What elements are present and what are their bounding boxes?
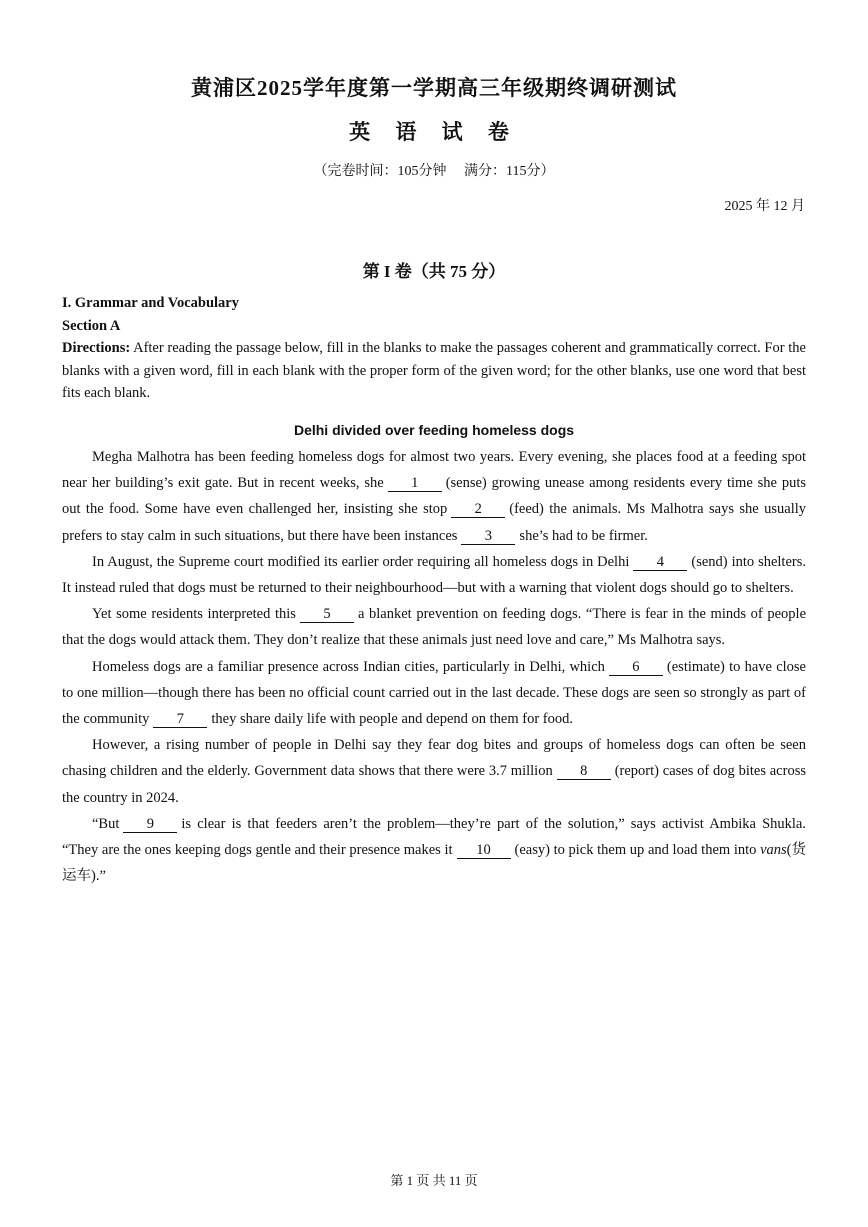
text: (report) cases of dog bites across the country in 2024. bbox=[62, 763, 806, 806]
paragraph-6 bbox=[62, 811, 806, 890]
blank-4: 4 bbox=[633, 554, 687, 571]
part-heading: I. Grammar and Vocabulary bbox=[62, 295, 239, 311]
paragraph-3 bbox=[62, 601, 806, 653]
text: they share daily life with people and depend on them for food. bbox=[211, 711, 573, 728]
text: a blanket prevention on feeding dogs. “There is fear in the minds of people that the dogs would attack them. They don’t realize that these animals just need love and care,” Ms Malhotra says. bbox=[62, 606, 807, 649]
text: (send) into shelters. It instead ruled that dogs must be returned to their neighbourhood—but with a warning that violent dogs should go to shelters. bbox=[62, 553, 806, 597]
blank-7: 7 bbox=[153, 711, 207, 728]
exam-subtitle: 英 语 试 卷 bbox=[349, 120, 519, 144]
text: Megha Malhotra has been feeding homeless dogs for almost two years. Every evening, she places food at a feeding spot near her building’s exit gate. But in recent weeks, she bbox=[62, 449, 806, 492]
exam-date: 2025 年 12 月 bbox=[724, 199, 805, 214]
blank-1: 1 bbox=[388, 475, 442, 492]
blank-5: 5 bbox=[300, 606, 354, 623]
text: “But bbox=[92, 815, 120, 832]
blank-8: 8 bbox=[557, 763, 611, 780]
directions-text: After reading the passage below, fill in the blanks to make the passages coherent and grammatically correct. For the blanks with a given word, fill in each blank with the proper form of the given word; for the other blanks, use one word that best fits each blank. bbox=[62, 340, 806, 401]
paragraph-5 bbox=[62, 732, 806, 811]
text: Yet some residents interpreted this bbox=[92, 606, 296, 623]
passage-title: Delhi divided over feeding homeless dogs bbox=[293, 421, 575, 438]
text: (estimate) to have close to one million—though there has been no official count carried out in the last decade. These dogs are seen so strongly as part of the community bbox=[62, 658, 806, 728]
exam-timing: （完卷时间：105分钟 满分：115分） bbox=[313, 164, 555, 179]
blank-9: 9 bbox=[123, 816, 177, 833]
volume-heading: 第 I 卷（共 75 分） bbox=[362, 262, 506, 281]
paragraph-4 bbox=[62, 654, 806, 733]
vans-word: vans bbox=[760, 842, 787, 859]
text: (feed) the animals. Ms Malhotra says she usually prefers to stay calm in such situations, but there have been instances bbox=[62, 501, 807, 544]
page-footer: 第 1 页 共 11 页 bbox=[390, 1173, 478, 1188]
paragraph-2 bbox=[62, 549, 806, 601]
directions-label: Directions: bbox=[62, 340, 131, 356]
text: she’s had to be firmer. bbox=[519, 527, 648, 544]
text: (easy) to pick them up and load them into bbox=[514, 842, 757, 859]
text: In August, the Supreme court modified its earlier order requiring all homeless dogs in Delhi bbox=[92, 553, 630, 570]
blank-10: 10 bbox=[457, 842, 511, 859]
section-heading: Section A bbox=[62, 317, 121, 334]
text: (sense) growing unease among residents every time she puts out the food. Some have even challenged her, insisting she stop bbox=[62, 475, 806, 518]
text: (货运车).” bbox=[62, 842, 807, 885]
blank-3: 3 bbox=[461, 528, 515, 545]
blank-6: 6 bbox=[609, 659, 663, 676]
directions bbox=[62, 337, 806, 405]
paragraph-1 bbox=[62, 444, 806, 549]
text: However, a rising number of people in Delhi say they fear dog bites and groups of homeless dogs can often be seen chasing children and the elderly. Government data shows that there were 3.7 million bbox=[62, 737, 806, 780]
blank-2: 2 bbox=[451, 501, 505, 518]
exam-title: 黄浦区2025学年度第一学期高三年级期终调研测试 bbox=[191, 76, 677, 100]
text: is clear is that feeders aren’t the problem—they’re part of the solution,” says activist Ambika Shukla. “They are the ones keeping dogs gentle and their presence makes it bbox=[62, 815, 806, 859]
exam-body bbox=[62, 292, 806, 889]
text: Homeless dogs are a familiar presence across Indian cities, particularly in Delhi, which bbox=[92, 658, 605, 675]
